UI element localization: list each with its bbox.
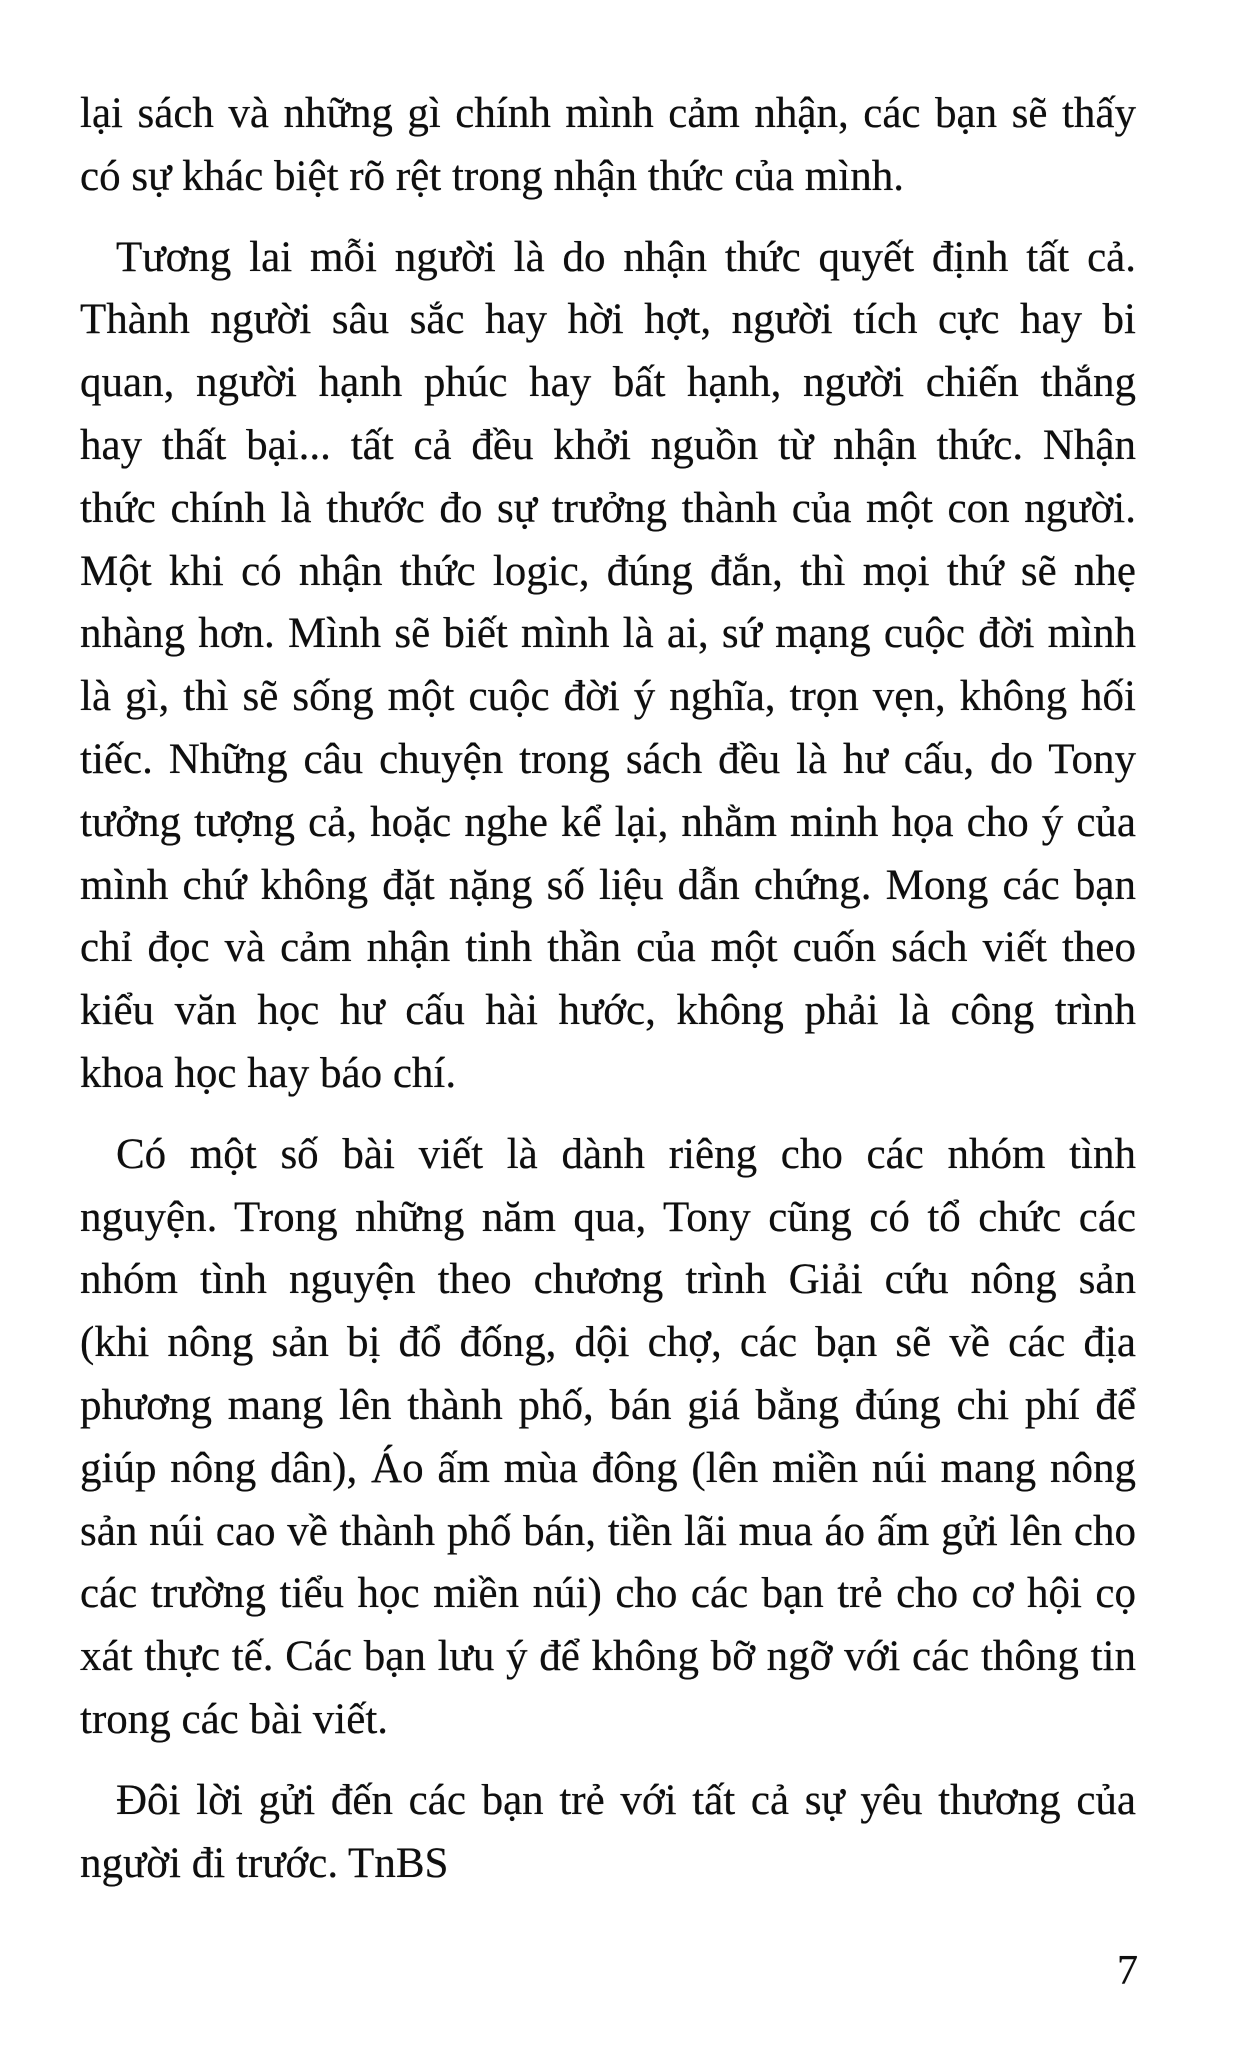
text-line: có sự khác biệt rõ rệt trong nhận thức của mình.: [80, 152, 904, 200]
text-line: thức chính là thước đo sự trưởng thành của một con người.: [80, 484, 1136, 532]
text-line: Một khi có nhận thức logic, đúng đắn, thì mọi thứ sẽ nhẹ: [80, 547, 1136, 595]
text-line: hay thất bại... tất cả đều khởi nguồn từ nhận thức. Nhận: [80, 421, 1136, 469]
text-line: Thành người sâu sắc hay hời hợt, người tích cực hay bi: [80, 296, 1136, 344]
paragraph: [80, 1124, 1136, 1752]
page-number: 7: [1117, 1948, 1138, 1994]
text-line: nhàng hơn. Mình sẽ biết mình là ai, sứ mạng cuộc đời mình: [80, 610, 1136, 658]
paragraph: [80, 227, 1136, 1106]
text-line: giúp nông dân), Áo ấm mùa đông (lên miền núi mang nông: [80, 1444, 1136, 1492]
text-line: phương mang lên thành phố, bán giá bằng đúng chi phí để: [80, 1381, 1136, 1429]
text-line: Đôi lời gửi đến các bạn trẻ với tất cả sự yêu thương của: [116, 1776, 1136, 1824]
text-line: là gì, thì sẽ sống một cuộc đời ý nghĩa, trọn vẹn, không hối: [80, 673, 1136, 721]
text-line: nhóm tình nguyện theo chương trình Giải cứu nông sản: [80, 1256, 1136, 1304]
paragraph: [80, 1770, 1136, 1896]
text-line: sản núi cao về thành phố bán, tiền lãi mua áo ấm gửi lên cho: [80, 1507, 1136, 1555]
text-line: khoa học hay báo chí.: [80, 1049, 457, 1097]
text-line: người đi trước. TnBS: [80, 1839, 449, 1887]
text-block: [80, 83, 1136, 1895]
paragraph: [80, 83, 1136, 209]
text-line: trong các bài viết.: [80, 1695, 389, 1743]
text-line: xát thực tế. Các bạn lưu ý để không bỡ ngỡ với các thông tin: [80, 1633, 1136, 1681]
text-line: lại sách và những gì chính mình cảm nhận, các bạn sẽ thấy: [80, 90, 1136, 137]
text-line: chỉ đọc và cảm nhận tinh thần của một cuốn sách viết theo: [80, 924, 1136, 972]
text-line: tưởng tượng cả, hoặc nghe kể lại, nhằm minh họa cho ý của: [80, 798, 1136, 846]
text-line: Có một số bài viết là dành riêng cho các nhóm tình: [116, 1130, 1136, 1178]
text-line: các trường tiểu học miền núi) cho các bạn trẻ cho cơ hội cọ: [80, 1570, 1136, 1618]
text-line: kiểu văn học hư cấu hài hước, không phải là công trình: [80, 987, 1136, 1035]
text-line: quan, người hạnh phúc hay bất hạnh, người chiến thắng: [80, 359, 1136, 407]
text-line: Tương lai mỗi người là do nhận thức quyết định tất cả.: [116, 233, 1136, 281]
text-line: nguyện. Trong những năm qua, Tony cũng có tổ chức các: [80, 1193, 1136, 1241]
text-line: tiếc. Những câu chuyện trong sách đều là hư cấu, do Tony: [80, 735, 1136, 783]
text-line: (khi nông sản bị đổ đống, dội chợ, các bạn sẽ về các địa: [80, 1319, 1136, 1367]
text-line: mình chứ không đặt nặng số liệu dẫn chứng. Mong các bạn: [80, 861, 1136, 909]
